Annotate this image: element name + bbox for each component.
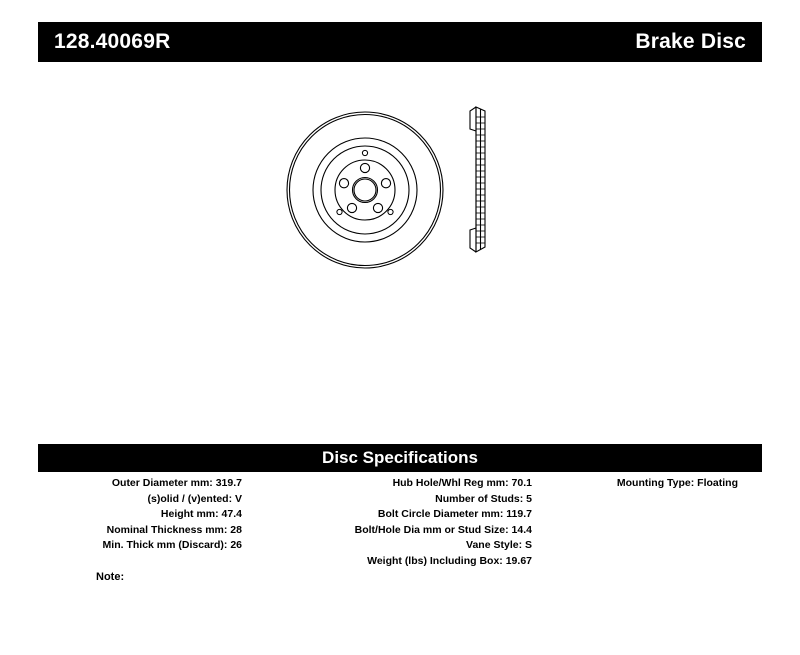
rotor-edge-view — [470, 107, 485, 252]
spec-item: Min. Thick mm (Discard): 26 — [102, 539, 242, 551]
stud-hole — [339, 179, 348, 188]
stud-hole — [360, 163, 369, 172]
stud-hole — [373, 203, 382, 212]
specifications-title: Disc Specifications — [322, 448, 478, 467]
spec-item: Nominal Thickness mm: 28 — [106, 523, 242, 536]
note-label: Note: — [96, 571, 125, 583]
spec-item: Hub Hole/Whl Reg mm: 70.1 — [392, 477, 532, 489]
header-bar — [38, 22, 762, 62]
specifications-column-right — [538, 476, 762, 569]
edge-hat-top — [470, 107, 476, 131]
stud-hole-group — [339, 163, 390, 212]
spec-item: Bolt/Hole Dia mm or Stud Size: 14.4 — [354, 523, 532, 536]
spec-item: Vane Style: S — [466, 539, 532, 551]
spec-item: Bolt Circle Diameter mm: 119.7 — [377, 508, 532, 520]
spec-item: Number of Studs: 5 — [435, 492, 532, 505]
hub-bore-inner — [354, 179, 376, 201]
rotor-diagram-svg — [280, 95, 540, 285]
specifications-column-left — [38, 476, 248, 569]
spec-item: Outer Diameter mm: 319.7 — [111, 477, 242, 489]
pin-hole — [362, 150, 367, 155]
specifications-column-middle — [248, 476, 538, 569]
spec-item: (s)olid / (v)ented: V — [147, 492, 242, 505]
specifications-table — [38, 476, 762, 569]
product-drawing — [280, 95, 540, 285]
spec-item: Mounting Type: Floating — [616, 477, 738, 489]
part-number: 128.40069R — [54, 30, 171, 53]
rotor-hat-step — [335, 160, 395, 220]
rotor-outer-edge — [287, 112, 443, 268]
note-row — [96, 571, 124, 583]
rotor-outer-edge-inner — [290, 115, 441, 266]
braking-surface-inner-edge — [313, 138, 417, 242]
spec-item: Height mm: 47.4 — [160, 508, 242, 520]
product-type-label: Brake Disc — [635, 30, 746, 53]
pin-hole — [337, 209, 342, 214]
stud-hole — [381, 179, 390, 188]
specifications-header-bar — [38, 444, 762, 472]
rotor-hat-outer — [321, 146, 409, 234]
spec-item: Weight (lbs) Including Box: 19.67 — [367, 554, 532, 567]
stud-hole — [347, 203, 356, 212]
pin-hole — [388, 209, 393, 214]
edge-hat-bottom — [470, 228, 476, 252]
hub-bore — [353, 178, 378, 203]
